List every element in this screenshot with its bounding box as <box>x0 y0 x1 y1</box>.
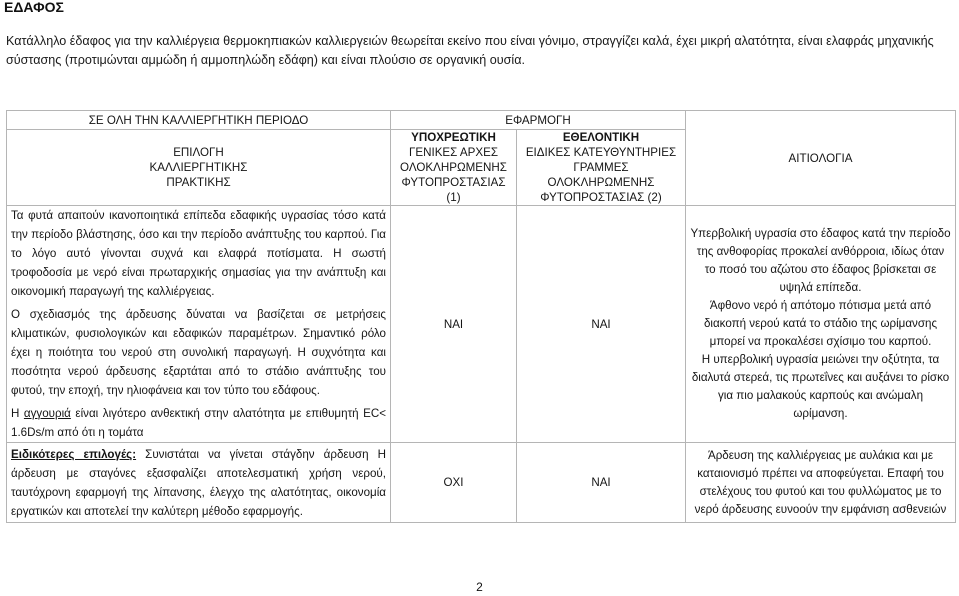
section-heading: ΕΔΑΦΟΣ <box>4 0 64 15</box>
reason-cell: Υπερβολική υγρασία στο έδαφος κατά την περίοδο της ανθοφορίας προκαλεί ανθόρροια, ιδίως όταν το ποσό του αζώτου στο έδαφος βρίσκεται σε υψηλά επίπεδα. Άφθονο νερό ή απότομο πότισμα μετά από διακοπή νερού κατά το στάδιο της ωρίμανσης μπορεί να προκαλέσει σχίσιμο του καρπού. Η υπερβολική υγρασία μειώνει την οξύτητα, τα διαλυτά στερεά, τις πρωτεΐνες και αυξάνει το ρίσκο για πιο μαλακούς καρπούς και ανώμαλη ωρίμανση. <box>686 206 956 443</box>
voluntary-value: ΝΑΙ <box>517 443 686 523</box>
mandatory-value: ΟΧΙ <box>391 443 517 523</box>
practice-cell: Ειδικότερες επιλογές: Συνιστάται να γίνεται στάγδην άρδευση Η άρδευση με σταγόνες εξασφαλίζει αποτελεσματική χρήση νερού, ταυτόχρονη εφαρμογή της λίπανσης, έλεγχο της αλατότητας, οικονομία εργατικών και αποτελεί την καλύτερη μέθοδο εφαρμογής. <box>7 443 391 523</box>
reason-cell: Άρδευση της καλλιέργειας με αυλάκια και με καταιονισμό πρέπει να αποφεύγεται. Επαφή του στελέχους του φυτού και του φυλλώματος με το νερό άρδευσης ευνοούν την εμφάνιση ασθενειών <box>686 443 956 523</box>
cucumber-link[interactable]: αγγουριά <box>23 407 71 420</box>
reason-header: ΑΙΤΙΟΛΟΓΙΑ <box>686 111 956 206</box>
practices-table <box>6 110 956 523</box>
intro-paragraph: Κατάλληλο έδαφος για την καλλιέργεια θερμοκηπιακών καλλιεργειών θεωρείται εκείνο που είναι γόνιμο, στραγγίζει καλά, έχει μικρή αλατότητα, είναι ελαφράς μηχανικής σύστασης (προτιμώνται αμμώδη ή αμμοπηλώδη εδάφη) και είναι πλούσιο σε οργανική ουσία. <box>6 34 934 67</box>
mandatory-value: ΝΑΙ <box>391 206 517 443</box>
mandatory-header: ΥΠΟΧΡΕΩΤΙΚΗ ΓΕΝΙΚΕΣ ΑΡΧΕΣ ΟΛΟΚΛΗΡΩΜΕΝΗΣ ΦΥΤΟΠΡΟΣΤΑΣΙΑΣ (1) <box>391 130 517 206</box>
voluntary-value: ΝΑΙ <box>517 206 686 443</box>
application-header: ΕΦΑΡΜΟΓΗ <box>391 111 686 130</box>
practice-header: ΕΠΙΛΟΓΗ ΚΑΛΛΙΕΡΓΗΤΙΚΗΣ ΠΡΑΚΤΙΚΗΣ <box>7 130 391 206</box>
page-number: 2 <box>476 580 483 594</box>
practice-cell: Τα φυτά απαιτούν ικανοποιητικά επίπεδα εδαφικής υγρασίας τόσο κατά την περίοδο βλάστησης, όσο και την περίοδο ανάπτυξης του καρπού. Για το λόγο αυτό γίνονται συχνά και ελαφρά ποτίσματα. Η σωστή τροφοδοσία με νερό είναι πρωταρχικής σημασίας για την ανάπτυξη και οικονομική παραγωγή της καλλιέργειας. Ο σχεδιασμός της άρδευσης δύναται να βασίζεται σε μετρήσεις κλιματικών, φυσιολογικών και εδαφικών παραμέτρων. Σημαντικό ρόλο έχει η ποιότητα του νερού στη συνολική παραγωγή. Η συχνότητα και ποσότητα νερού άρδευσης εξαρτάται από το στάδιο ανάπτυξης του φυτού, την εποχή, την ηλιοφάνεια και τον τύπο του εδάφους. Η αγγουριά είναι λιγότερο ανθεκτική στην αλατότητα με επιθυμητή EC< 1.6Ds/m από ότι η τομάτα <box>7 206 391 443</box>
period-header: ΣΕ ΟΛΗ ΤΗΝ ΚΑΛΛΙΕΡΓΗΤΙΚΗ ΠΕΡΙΟΔΟ <box>7 111 391 130</box>
table-row <box>7 206 956 443</box>
voluntary-header: ΕΘΕΛΟΝΤΙΚΗ ΕΙΔΙΚΕΣ ΚΑΤΕΥΘΥΝΤΗΡΙΕΣ ΓΡΑΜΜΕΣ ΟΛΟΚΛΗΡΩΜΕΝΗΣ ΦΥΤΟΠΡΟΣΤΑΣΙΑΣ (2) <box>517 130 686 206</box>
table-row <box>7 443 956 523</box>
